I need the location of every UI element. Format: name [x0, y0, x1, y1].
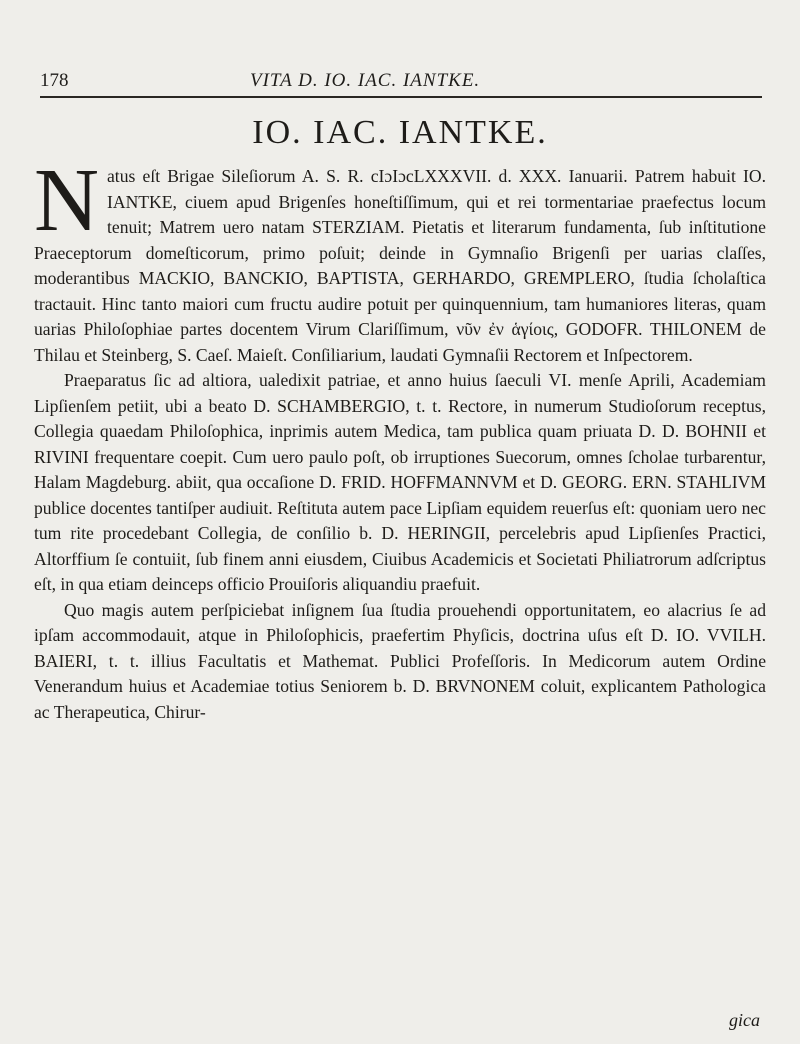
catchword: gica [729, 1010, 760, 1030]
running-head [40, 66, 760, 96]
paragraph-3: Quo magis autem perſpiciebat inſignem ſua ſtudia prouehendi opportunitatem, eo alacrius ſe ad ipſam accommodauit, atque in Philoſophicis, praefertim Phyſicis, doctrina uſus eſt D. IO. VVILH. BAIERI, t. t. illius Facultatis et Mathemat. Publici Profeſſoris. In Medicorum autem Ordine Venerandum huius et Academiae totius Seniorem b. D. BRVNONEM coluit, explicantem Pathologica ac Therapeutica, Chirur- [34, 599, 766, 722]
header-rule [40, 96, 762, 98]
drop-cap: N [34, 151, 99, 250]
paragraph-2: Praeparatus ſic ad altiora, ualedixit patriae, et anno huius ſaeculi VI. menſe Aprili, Academiam Lipſienſem petiit, ubi a beato D. SCHAMBERGIO, t. t. Rectore, in numerum Studioſorum receptus, Collegia quaedam Philoſophica, inprimis autem Medica, tam publica quam priuata D. D. BOHNII et RIVINI frequentare coepit. Cum uero paulo poſt, ob irruptiones Suecorum, omnes ſcholae turbarentur, Halam Magdeburg. abiit, qua occaſione D. FRID. HOFFMANNVM et D. GEORG. ERN. STAHLIVM publice docentes tantiſper audiuit. Reſtituta autem pace Lipſiam equidem reuerſus eſt: quoniam uero nec tum rite procedebant Collegia, de conſilio b. D. HERINGII, percelebris apud Lipſienſes Practici, Altorffium ſe contuiit, ſub finem anni eiusdem, Ciuibus Academicis et Societati Philiatrorum adſcriptus eſt, in qua etiam deinceps officio Prouiſoris aliquandiu praefuit. [34, 370, 766, 594]
body-text [34, 151, 766, 725]
page-number: 178 [40, 70, 69, 91]
running-title: VITA D. IO. IAC. IANTKE. [250, 70, 481, 91]
paragraph-1-text: atus eſt Brigae Sileſiorum A. S. R. cIɔIɔcLXXXVII. d. XXX. Ianuarii. Patrem habuit IO. IANTKE, ciuem apud Brigenſes honeſtiſſimum, qui et rei tormentariae praefectus locum tenuit; Matrem uero natam STERZIAM. Pietatis et literarum fundamenta, ſub inſtitutione Praeceptorum domeſticorum, primo poſuit; deinde in Gymnaſio Brigenſi per uarias claſſes, moderantibus MACKIO, BANCKIO, BAPTISTA, GERHARDO, GREMPLERO, ſtudia ſcholaſtica tractauit. Hinc tanto maiori cum fructu audire potuit per quinquennium, tam humaniores literas, quam uarias Philoſophiae partes docentem Virum Clariſſimum, νῦν ἐν ἁγίοις, GODOFR. THILONEM de Thilau et Steinberg, S. Caeſ. Maieſt. Conſiliarium, laudati Gymnaſii Rectorem et Inſpectorem. [34, 166, 766, 365]
section-heading: IO. IAC. IANTKE. [252, 114, 548, 151]
paragraph-1 [34, 151, 766, 368]
